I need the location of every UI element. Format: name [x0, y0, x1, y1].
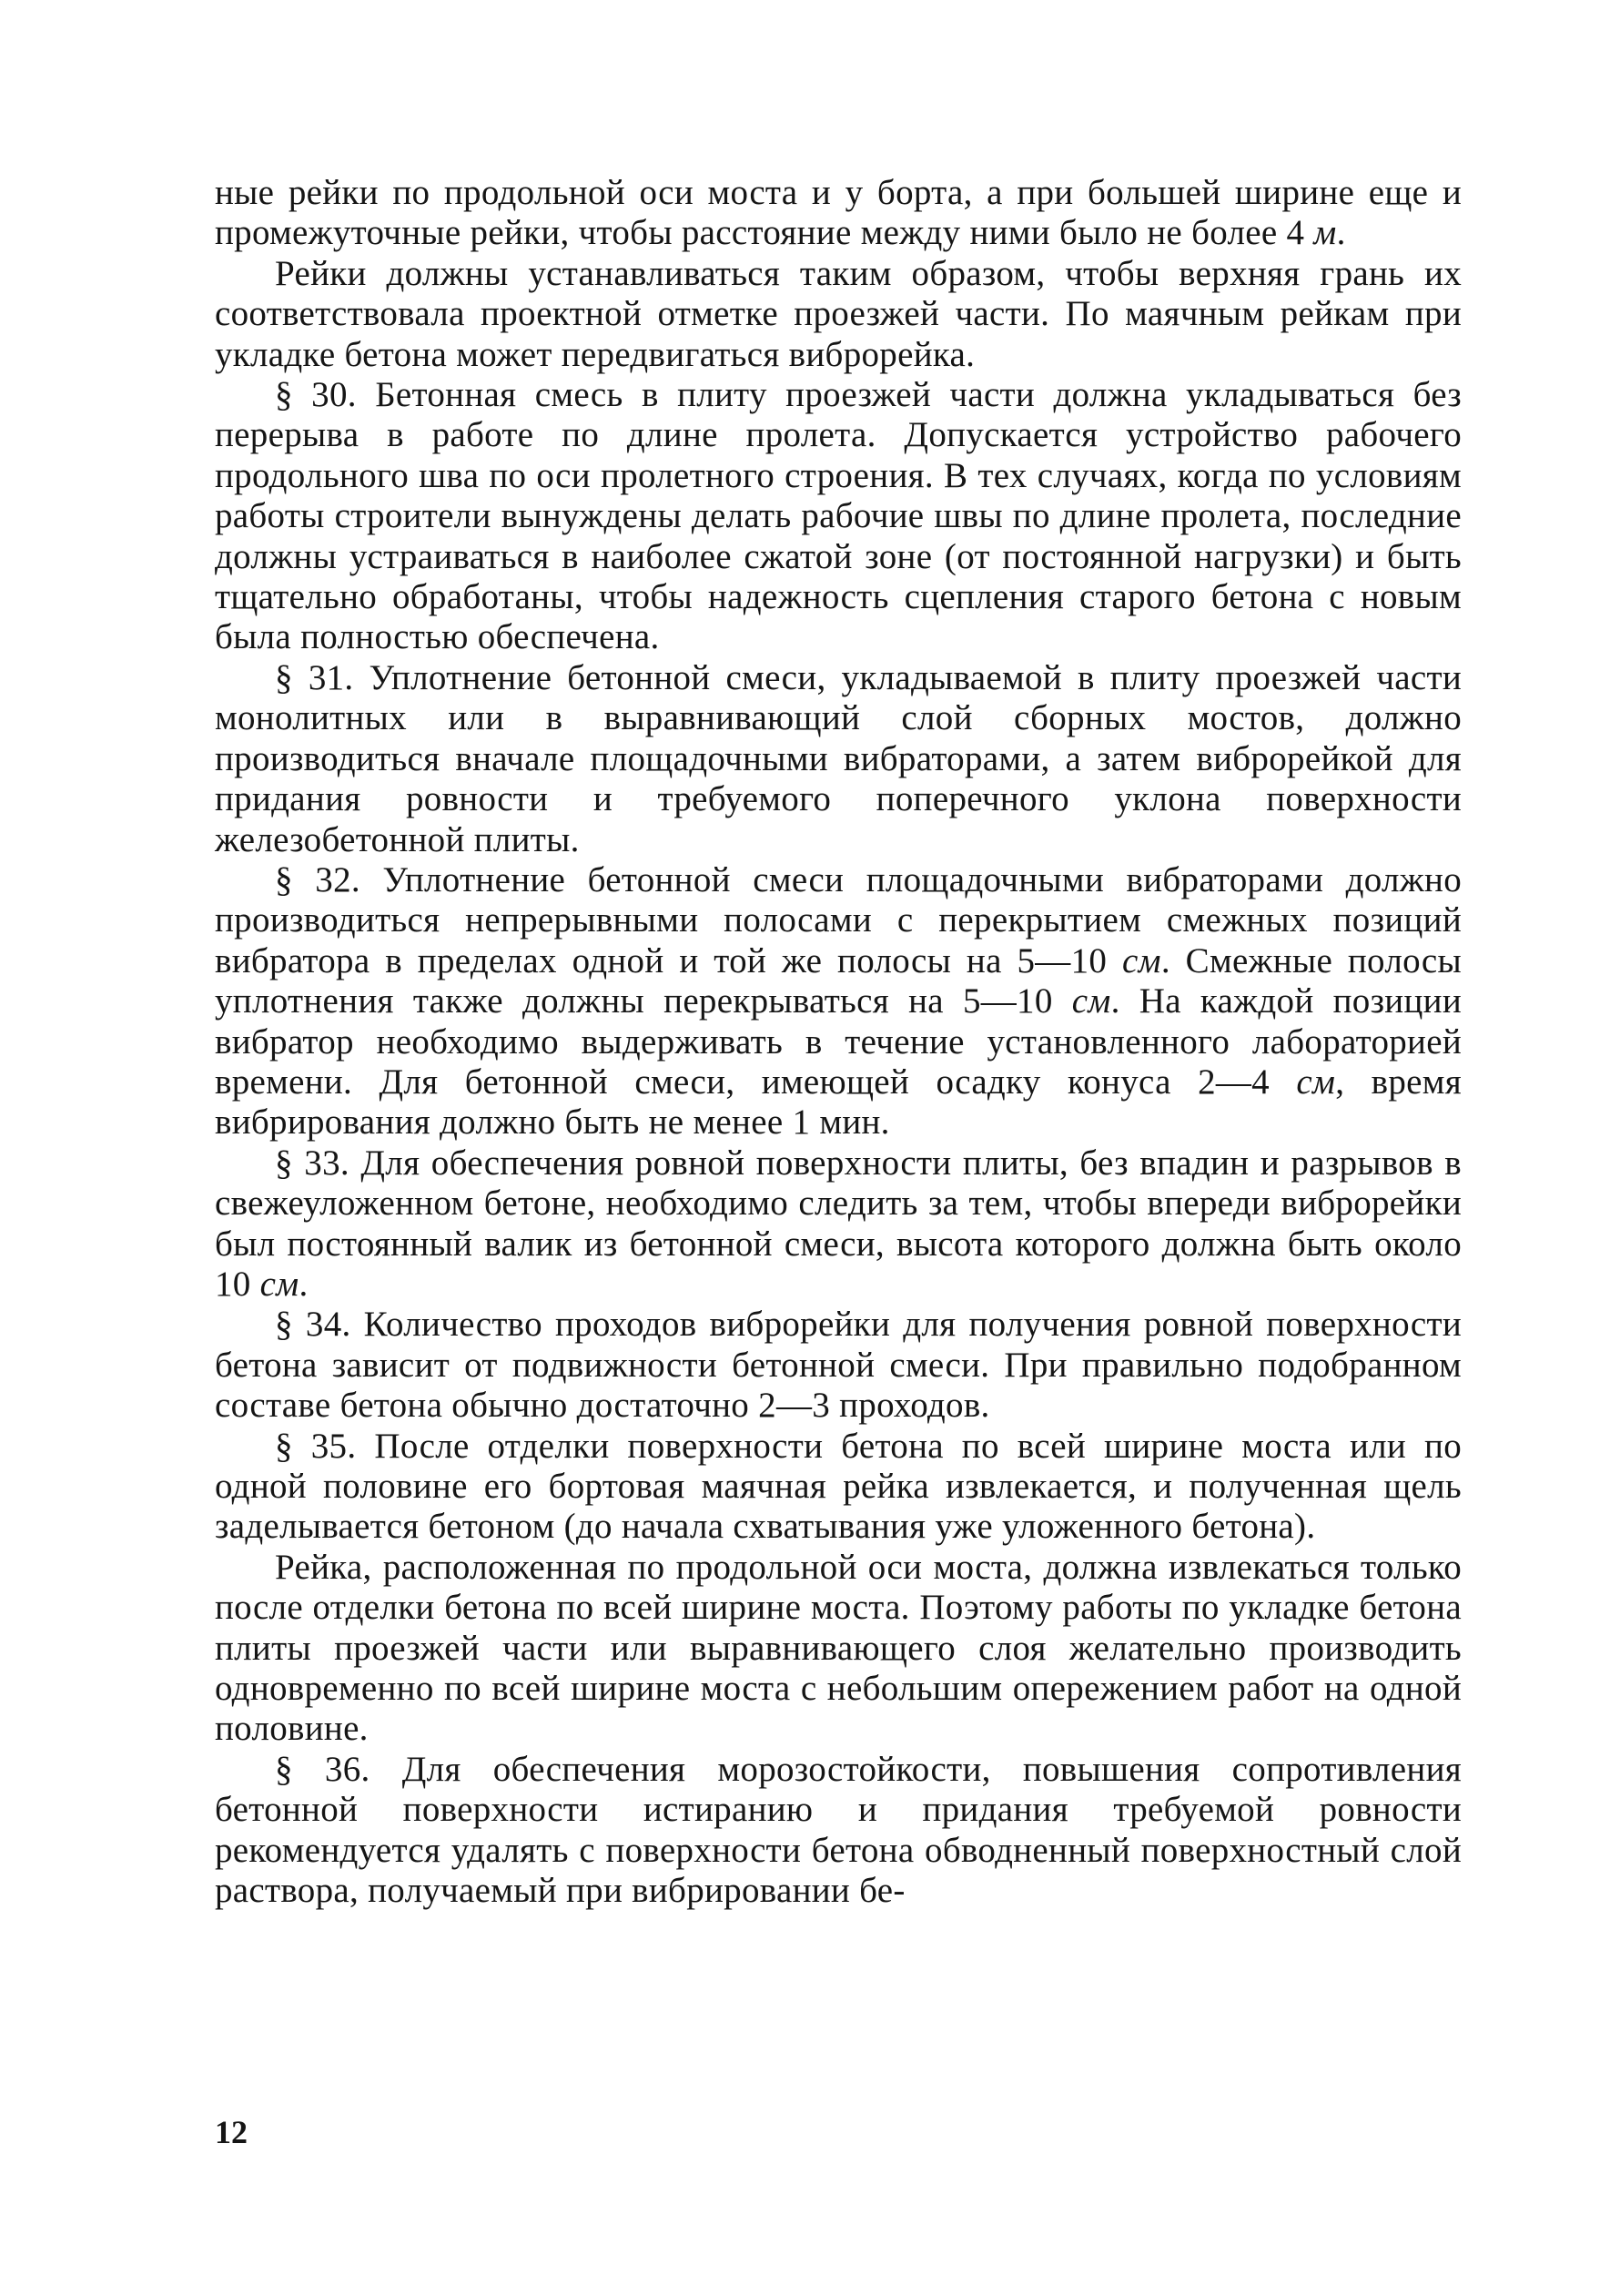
paragraph — [215, 1750, 1462, 1912]
body-text — [215, 173, 1462, 1911]
paragraph-text: § 36. Для обеспечения морозостойкости, повышения сопротивления бетонной поверхности истиранию и придания требуемой ровности рекомендуется удалять с поверхности бетона обводненный поверхностный слой раствора, получаемый при вибрировании бе- — [215, 1749, 1462, 1911]
paragraph — [215, 375, 1462, 658]
paragraph-text: ные рейки по продольной оси моста и у борта, а при большей ширине еще и промежуточные рейки, чтобы расстояние между ними было не более 4 — [215, 173, 1462, 253]
unit-text: см — [1296, 1062, 1336, 1102]
unit-text: см — [1071, 981, 1111, 1021]
unit-text: см — [259, 1264, 299, 1304]
paragraph — [215, 1305, 1462, 1426]
paragraph-text: . Смежные полосы уплотнения также должны перекрываться на 5—10 — [215, 940, 1462, 1021]
paragraph-text: § 32. Уплотнение бетонной смеси площадочными вибраторами должно производиться непрерывными полосами с перекрытием смежных позиций вибратора в пределах одной и той же полосы на 5—10 — [215, 859, 1462, 980]
paragraph-text: § 34. Количество проходов виброрейки для получения ровной поверхности бетона зависит от подвижности бетонной смеси. При правильно подобранном составе бетона обычно достаточно 2—3 проходов. — [215, 1305, 1462, 1426]
paragraph — [215, 658, 1462, 860]
paragraph-text: , время вибрирования должно быть не менее 1 мин. — [215, 1062, 1462, 1143]
paragraph-text: . — [299, 1264, 309, 1304]
paragraph — [215, 1427, 1462, 1548]
unit-text: м — [1313, 213, 1337, 253]
paragraph-text: . — [1336, 213, 1346, 253]
paragraph — [215, 254, 1462, 375]
paragraph — [215, 1548, 1462, 1750]
paragraph-text: § 30. Бетонная смесь в плиту проезжей части должна укладываться без перерыва в работе по длине пролета. Допускается устройство рабочего продольного шва по оси пролетного строения. В тех случаях, когда по условиям работы строители вынуждены делать рабочие швы по длине пролета, последние должны устраиваться в наиболее сжатой зоне (от постоянной нагрузки) и быть тщательно обработаны, чтобы надежность сцепления старого бетона с новым была полностью обеспечена. — [215, 375, 1462, 657]
paragraph — [215, 173, 1462, 254]
paragraph-text: § 33. Для обеспечения ровной поверхности плиты, без впадин и разрывов в свежеуложенном бетоне, необходимо следить за тем, чтобы впереди виброрейки был постоянный валик из бетонной смеси, высота которого должна быть около 10 — [215, 1143, 1462, 1304]
paragraph-text: § 31. Уплотнение бетонной смеси, укладываемой в плиту проезжей части монолитных или в выравнивающий слой сборных мостов, должно производиться вначале площадочными вибраторами, а затем виброрейкой для придания ровности и требуемого поперечного уклона поверхности железобетонной плиты. — [215, 657, 1462, 859]
paragraph-text: . На каждой позиции вибратор необходимо выдерживать в течение установленного лабораторией времени. Для бетонной смеси, имеющей осадку конуса 2—4 — [215, 981, 1462, 1102]
unit-text: см — [1122, 940, 1161, 980]
paragraph — [215, 860, 1462, 1143]
paragraph-text: Рейка, расположенная по продольной оси моста, должна извлекаться только после отделки бетона по всей ширине моста. Поэтому работы по укладке бетона плиты проезжей части или выравнивающего слоя желательно производить одновременно по всей ширине моста с небольшим опережением работ на одной половине. — [215, 1547, 1462, 1749]
paragraph — [215, 1143, 1462, 1305]
paragraph-text: Рейки должны устанавливаться таким образом, чтобы верхняя грань их соответствовала проектной отметке проезжей части. По маячным рейкам при укладке бетона может передвигаться виброрейка. — [215, 253, 1462, 374]
page-number: 12 — [215, 2114, 248, 2150]
paragraph-text: § 35. После отделки поверхности бетона по всей ширине моста или по одной половине его бортовая маячная рейка извлекается, и полученная щель заделывается бетоном (до начала схватывания уже уложенного бетона). — [215, 1426, 1462, 1547]
